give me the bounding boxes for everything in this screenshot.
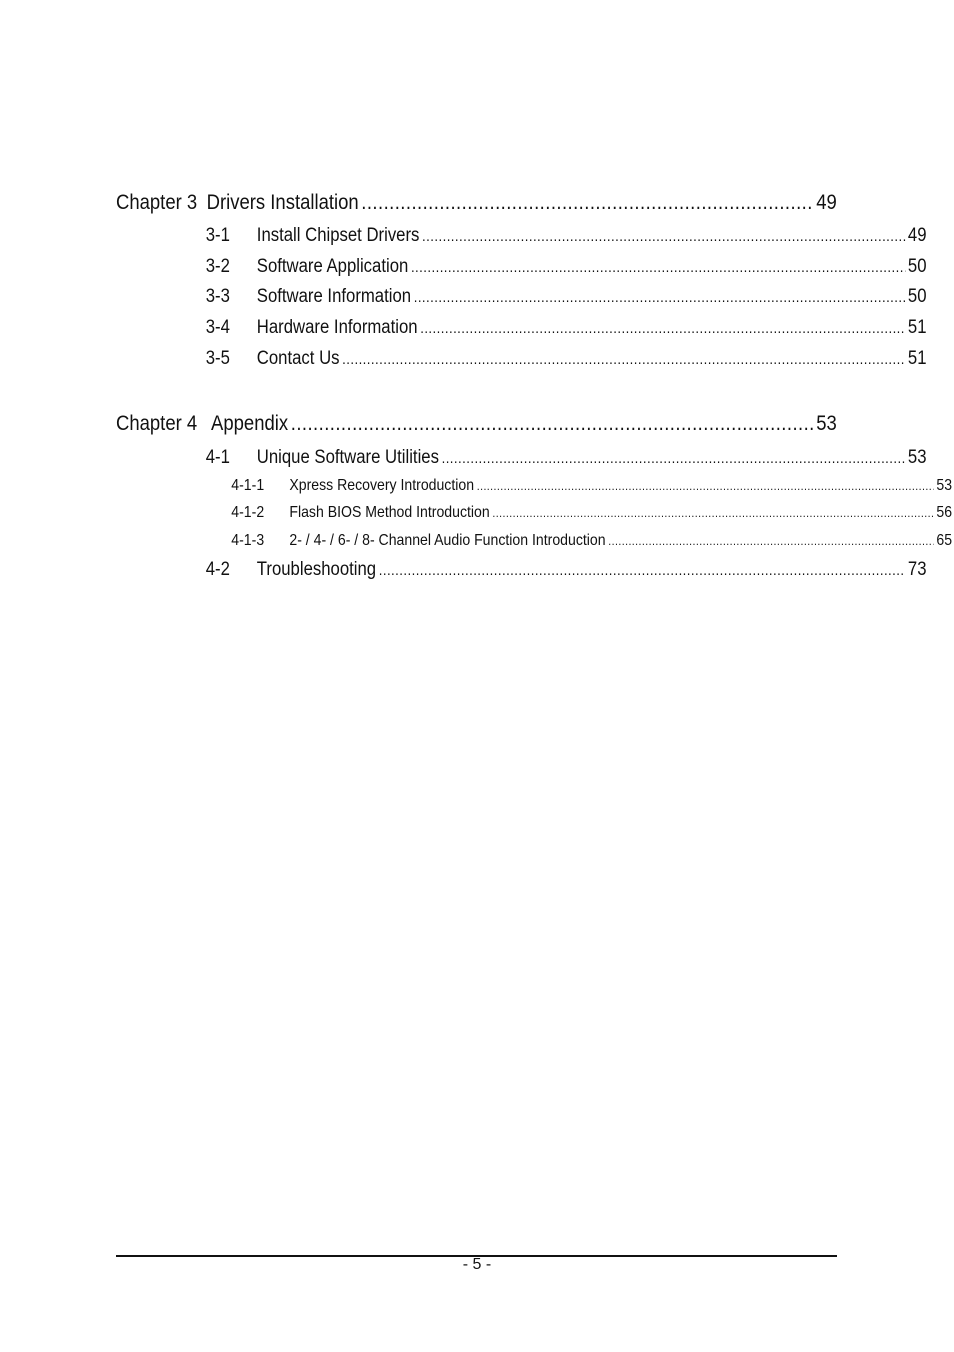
toc-entry-number: Chapter 3 [116, 191, 198, 214]
toc-leader-dots [422, 228, 905, 245]
toc-entry-number: 4-1 [205, 447, 230, 468]
toc-entry-3-4[interactable] [116, 317, 927, 339]
toc-leader-dots [492, 506, 933, 520]
page-number: - 5 - [462, 1256, 492, 1273]
toc-leader-dots [477, 479, 934, 493]
toc-leader-dots [411, 259, 905, 276]
toc-entry-title: Software Information [256, 286, 412, 307]
toc-leader-dots [420, 320, 905, 337]
toc-entry-number: 3-4 [205, 317, 230, 338]
toc-entry-page: 73 [907, 559, 927, 580]
toc-entry-page: 49 [907, 225, 927, 246]
toc-entry-page: 65 [936, 532, 953, 549]
toc-entry-number: 3-3 [205, 286, 230, 307]
toc-leader-dots [361, 191, 813, 215]
toc-entry-page: 53 [907, 447, 927, 468]
toc-leader-dots [291, 412, 814, 436]
toc-entry-page: 50 [907, 256, 927, 277]
toc-entry-page: 49 [816, 191, 837, 214]
toc-entry-chapter-4[interactable] [116, 412, 837, 436]
toc-entry-number: Chapter 4 [116, 412, 198, 435]
toc-entry-title: Flash BIOS Method Introduction [289, 504, 490, 521]
toc-leader-dots [442, 450, 906, 467]
toc-entry-title: 2- / 4- / 6- / 8- Channel Audio Function Introduction [289, 532, 606, 549]
toc-leader-dots [608, 534, 934, 548]
toc-leader-dots [342, 351, 905, 368]
toc-entry-page: 56 [936, 504, 953, 521]
toc-entry-chapter-3[interactable] [116, 191, 837, 215]
toc-entry-title: Troubleshooting [256, 559, 377, 580]
toc-entry-4-2[interactable] [116, 559, 927, 581]
toc-entry-title: Hardware Information [256, 317, 418, 338]
toc-entry-title: Unique Software Utilities [256, 447, 439, 468]
toc-entry-4-1-2[interactable] [116, 504, 952, 522]
toc-entry-title: Install Chipset Drivers [256, 225, 420, 246]
toc-entry-number: 4-1-2 [231, 504, 265, 521]
toc-entry-3-2[interactable] [116, 256, 927, 278]
toc-entry-title: Software Application [256, 256, 409, 277]
toc-entry-number: 3-5 [205, 348, 230, 369]
toc-leader-dots [414, 289, 906, 306]
toc-entry-4-1-3[interactable] [116, 532, 952, 550]
toc-entry-3-3[interactable] [116, 286, 927, 308]
toc-entry-4-1[interactable] [116, 447, 927, 469]
toc-leader-dots [379, 562, 906, 579]
toc-entry-number: 3-2 [205, 256, 230, 277]
toc-entry-page: 51 [907, 317, 927, 338]
toc-entry-4-1-1[interactable] [116, 477, 952, 495]
toc-entry-title: Drivers Installation [206, 191, 359, 214]
toc-entry-page: 53 [816, 412, 837, 435]
toc-entry-number: 4-1-3 [231, 532, 265, 549]
toc-entry-number: 4-1-1 [231, 477, 265, 494]
toc-entry-page: 50 [907, 286, 927, 307]
toc-entry-number: 3-1 [205, 225, 230, 246]
toc-entry-title: Appendix [211, 412, 289, 435]
toc-entry-page: 53 [936, 477, 953, 494]
toc-entry-title: Xpress Recovery Introduction [289, 477, 475, 494]
toc-entry-page: 51 [907, 348, 927, 369]
toc-entry-3-1[interactable] [116, 225, 927, 247]
toc-entry-3-5[interactable] [116, 348, 927, 370]
toc-entry-number: 4-2 [205, 559, 230, 580]
toc-entry-title: Contact Us [256, 348, 340, 369]
